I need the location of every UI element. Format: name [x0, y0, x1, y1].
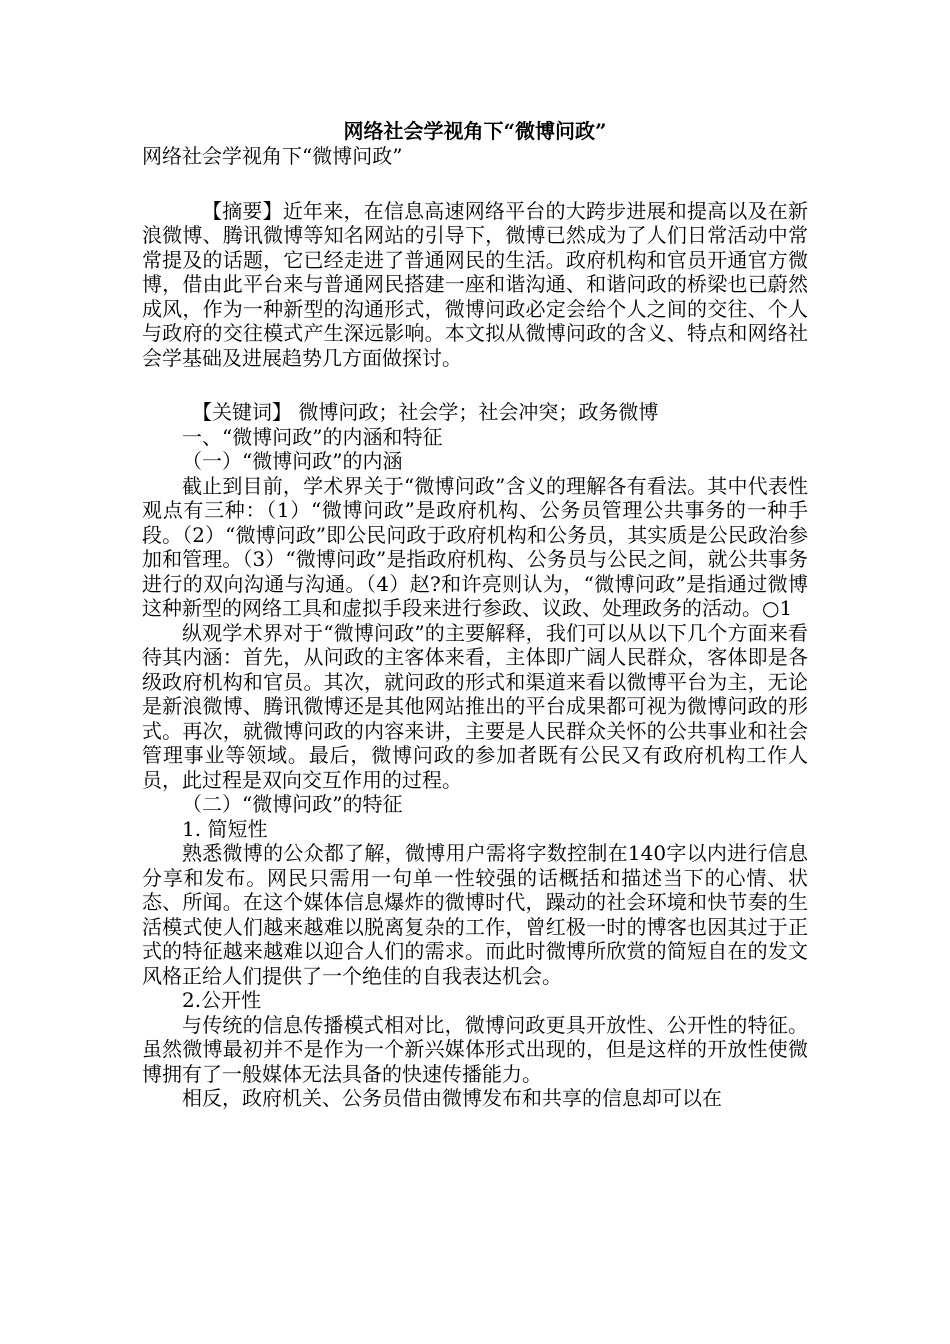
section-heading: 一、“微博问政”的内涵和特征: [182, 424, 443, 449]
subsection-heading: （一）“微博问政”的内涵: [182, 449, 403, 473]
item-heading: 1. 简短性: [182, 816, 268, 841]
body-paragraph: 熟悉微博的公众都了解，微博用户需将字数控制在140字以内进行信息分享和发布。网民只需用一句单一性较强的话概括和描述当下的心情、状态、所闻。在这个媒体信息爆炸的微博时代，躁动的社会环境和快节奏的生活模式使人们越来越难以脱离复杂的工作，曾红极一时的博客也因其过于正式的特征越来越难以迎合人们的需求。而此时微博所欣赏的简短自在的发文风格正给人们提供了一个绝佳的自我表达机会。: [142, 841, 808, 988]
item-heading: 2.公开性: [182, 988, 262, 1012]
body-paragraph: 与传统的信息传播模式相对比，微博问政更具开放性、公开性的特征。虽然微博最初并不是作为一个新兴媒体形式出现的，但是这样的开放性使微博拥有了一般媒体无法具备的快速传播能力。: [142, 1012, 808, 1086]
body-paragraph: 截止到目前，学术界关于“微博问政”含义的理解各有看法。其中代表性观点有三种：（1）“微博问政”是政府机构、公务员管理公共事务的一种手段。（2）“微博问政”即公民问政于政府机构和公务员，其实质是公民政治参加和管理。（3）“微博问政”是指政府机构、公务员与公民之间，就公共事务进行的双向沟通与沟通。（4）赵?和许亮则认为，“微博问政”是指通过微博这种新型的网络工具和虚拟手段来进行参政、议政、处理政务的活动。○1: [142, 473, 808, 620]
document-subtitle: 网络社会学视角下“微博问政”: [142, 144, 403, 168]
keywords-line: 【关键词】 微博问政；社会学；社会冲突；政务微博: [192, 400, 659, 424]
document-title: 网络社会学视角下“微博问政”: [343, 119, 607, 143]
abstract-paragraph: 【摘要】近年来，在信息高速网络平台的大跨步进展和提高以及在新浪微博、腾讯微博等知名网站的引导下，微博已然成为了人们日常活动中常常提及的话题，它已经走进了普通网民的生活。政府机构和官员开通官方微博，借由此平台来与普通网民搭建一座和谐沟通、和谐问政的桥梁也已蔚然成风，作为一种新型的沟通形式，微博问政必定会给个人之间的交往、个人与政府的交往模式产生深远影响。本文拟从微博问政的含义、特点和网络社会学基础及进展趋势几方面做探讨。: [142, 198, 808, 370]
document-page: [142, 118, 808, 1111]
body-paragraph: 相反，政府机关、公务员借由微博发布和共享的信息却可以在: [182, 1086, 722, 1110]
subsection-heading: （二）“微博问政”的特征: [182, 792, 403, 816]
body-paragraph: 纵观学术界对于“微博问政”的主要解释，我们可以从以下几个方面来看待其内涵：首先，从问政的主客体来看，主体即广阔人民群众，客体即是各级政府机构和官员。其次，就问政的形式和渠道来看以微博平台为主，无论是新浪微博、腾讯微博还是其他网站推出的平台成果都可视为微博问政的形式。再次，就微博问政的内容来讲，主要是人民群众关怀的公共事业和社会管理事业等领域。最后，微博问政的参加者既有公民又有政府机构工作人员，此过程是双向交互作用的过程。: [142, 620, 808, 792]
